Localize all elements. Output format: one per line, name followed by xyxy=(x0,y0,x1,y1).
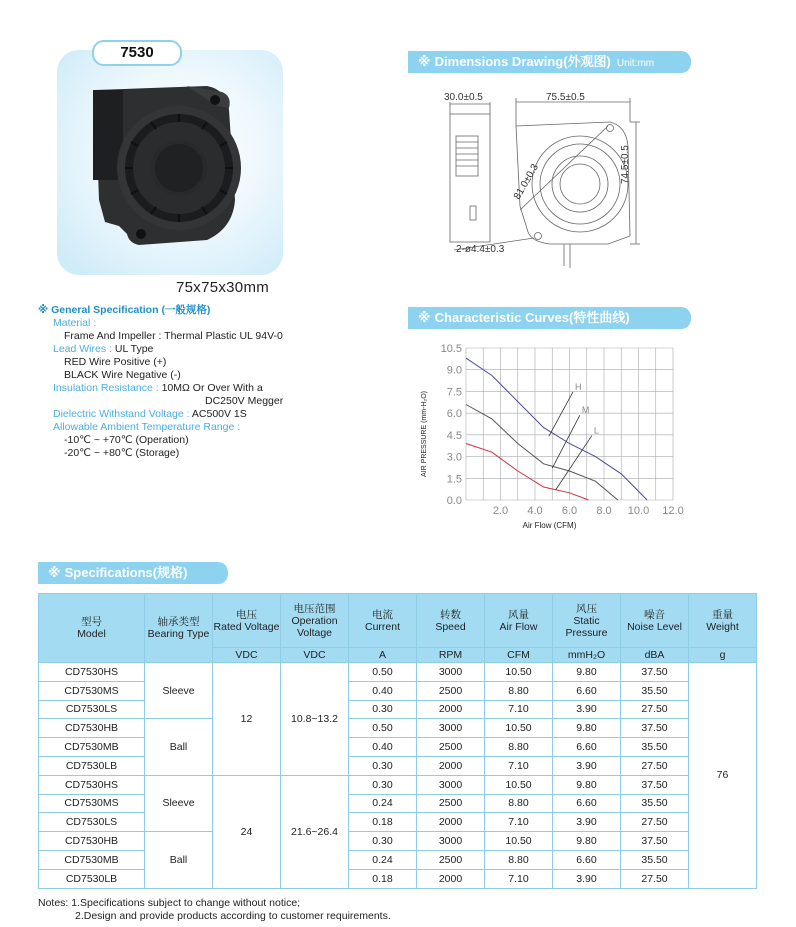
insulation-value: 10MΩ Or Over With a xyxy=(161,382,263,394)
dim-height: 74.5±0.5 xyxy=(620,145,631,184)
current-cell: 0.30 xyxy=(349,700,417,719)
speed-cell: 2000 xyxy=(417,700,485,719)
header-en: Noise Level xyxy=(627,620,682,633)
header-cell xyxy=(485,594,553,648)
bearing-cell: Sleeve xyxy=(145,663,213,719)
dim-holes: 2-ø4.4±0.3 xyxy=(456,244,505,255)
speed-cell: 2500 xyxy=(417,850,485,869)
bearing-cell: Ball xyxy=(145,832,213,888)
noise-cell: 27.50 xyxy=(621,813,689,832)
y-axis-label: AIR PRESSURE (mm-H₂O) xyxy=(421,391,428,477)
product-card xyxy=(57,50,283,275)
rated-voltage-cell: 24 xyxy=(213,775,281,888)
current-cell: 0.18 xyxy=(349,813,417,832)
x-tick-label: 2.0 xyxy=(492,505,509,517)
dim-width-front: 75.5±0.5 xyxy=(546,92,585,103)
gen-spec-title-cn: (一般规格) xyxy=(161,304,211,316)
size-label: 75x75x30mm xyxy=(176,279,270,296)
static-pressure-cell: 6.60 xyxy=(553,681,621,700)
header-cn: 风压 xyxy=(576,602,597,615)
series-label: M xyxy=(581,405,590,416)
noise-cell: 27.50 xyxy=(621,700,689,719)
x-tick-label: 12.0 xyxy=(662,505,684,517)
header-en: Operation Voltage xyxy=(291,614,338,639)
air-flow-cell: 10.50 xyxy=(485,775,553,794)
reference-mark-icon: ※ xyxy=(38,304,49,316)
unit-cell: A xyxy=(349,648,417,663)
header-en: Model xyxy=(77,628,106,640)
noise-cell: 37.50 xyxy=(621,719,689,738)
note-1: Notes: 1.Specifications subject to change without notice; xyxy=(38,897,301,909)
speed-cell: 2500 xyxy=(417,681,485,700)
header-en: Speed xyxy=(435,620,466,633)
static-pressure-cell: 9.80 xyxy=(553,719,621,738)
noise-cell: 35.50 xyxy=(621,738,689,757)
red-wire: RED Wire Positive (+) xyxy=(64,356,167,368)
current-cell: 0.30 xyxy=(349,832,417,851)
insulation-value-2: DC250V Megger xyxy=(205,395,284,407)
model-cell: CD7530LS xyxy=(39,813,145,832)
y-tick-label: 10.5 xyxy=(440,343,462,355)
noise-cell: 27.50 xyxy=(621,869,689,888)
y-tick-label: 6.0 xyxy=(446,408,462,421)
air-flow-cell: 7.10 xyxy=(485,700,553,719)
rated-voltage-cell: 12 xyxy=(213,663,281,776)
unit-cell: VDC xyxy=(213,648,281,663)
header-cn: 噪音 xyxy=(644,608,665,621)
air-flow-cell: 8.80 xyxy=(485,850,553,869)
x-tick-label: 4.0 xyxy=(527,505,543,517)
table-row xyxy=(39,663,757,682)
black-wire: BLACK Wire Negative (-) xyxy=(64,369,181,381)
header-en: Air Flow xyxy=(499,620,538,633)
air-flow-cell: 10.50 xyxy=(485,832,553,851)
air-flow-cell: 7.10 xyxy=(485,813,553,832)
x-tick-label: 8.0 xyxy=(596,505,612,517)
model-cell: CD7530MB xyxy=(39,738,145,757)
unit-cell: mmH₂O xyxy=(553,648,621,663)
unit-cell: dBA xyxy=(621,648,689,663)
fan-image xyxy=(57,50,283,275)
noise-cell: 35.50 xyxy=(621,681,689,700)
header-cn: 电流 xyxy=(372,608,393,621)
header-cn: 转数 xyxy=(440,608,461,621)
noise-cell: 37.50 xyxy=(621,663,689,682)
table-row xyxy=(39,832,757,851)
model-cell: CD7530HB xyxy=(39,832,145,851)
model-tab: 7530 xyxy=(92,40,182,66)
noise-cell: 27.50 xyxy=(621,756,689,775)
series-label: H xyxy=(574,381,582,392)
y-tick-label: 1.5 xyxy=(446,473,462,486)
header-cell xyxy=(145,594,213,663)
table-header-row xyxy=(39,594,757,648)
specifications-table xyxy=(38,593,757,889)
header-en: Bearing Type xyxy=(147,628,210,640)
unit-cell: CFM xyxy=(485,648,553,663)
x-axis-label: Air Flow (CFM) xyxy=(522,521,577,530)
model-cell: CD7530MS xyxy=(39,794,145,813)
table-row xyxy=(39,719,757,738)
lead-label: Lead Wires : xyxy=(53,343,112,355)
air-flow-cell: 8.80 xyxy=(485,738,553,757)
gen-spec-header xyxy=(38,304,368,317)
header-cn: 风量 xyxy=(508,608,529,621)
current-cell: 0.50 xyxy=(349,719,417,738)
bearing-cell: Sleeve xyxy=(145,775,213,831)
speed-cell: 3000 xyxy=(417,663,485,682)
header-cell xyxy=(553,594,621,648)
lead-value: UL Type xyxy=(114,343,154,355)
model-cell: CD7530MB xyxy=(39,850,145,869)
unit-cell: VDC xyxy=(281,648,349,663)
operation-voltage-cell: 10.8~13.2 xyxy=(281,663,349,776)
y-tick-label: 4.5 xyxy=(446,429,462,442)
general-specification xyxy=(38,304,368,460)
dielectric-value: AC500V 1S xyxy=(191,408,247,420)
series-label: L xyxy=(593,425,599,436)
unit-cell: RPM xyxy=(417,648,485,663)
series-line-h xyxy=(466,358,647,500)
reference-mark-icon: ※ xyxy=(418,54,431,69)
header-en: Current xyxy=(364,620,400,633)
current-cell: 0.18 xyxy=(349,869,417,888)
header-cell xyxy=(621,594,689,648)
noise-cell: 37.50 xyxy=(621,832,689,851)
air-flow-cell: 10.50 xyxy=(485,719,553,738)
unit-cell: g xyxy=(689,648,757,663)
header-en: Static Pressure xyxy=(565,614,608,639)
y-tick-label: 7.5 xyxy=(446,386,462,399)
air-flow-cell: 7.10 xyxy=(485,756,553,775)
static-pressure-cell: 6.60 xyxy=(553,794,621,813)
header-en: Weight xyxy=(706,620,739,633)
header-cell xyxy=(281,594,349,648)
x-tick-label: 10.0 xyxy=(627,505,650,517)
header-cn: 电压范围 xyxy=(293,602,336,615)
dim-width-side: 30.0±0.5 xyxy=(444,92,483,103)
header-cn: 电压 xyxy=(236,608,257,621)
dimensions-title: Dimensions Drawing(外观图) xyxy=(434,54,611,69)
static-pressure-cell: 9.80 xyxy=(553,832,621,851)
static-pressure-cell: 9.80 xyxy=(553,775,621,794)
current-cell: 0.24 xyxy=(349,794,417,813)
operation-voltage-cell: 21.6~26.4 xyxy=(281,775,349,888)
dielectric-label: Dielectric Withstand Voltage : xyxy=(53,408,190,420)
specifications-header xyxy=(38,562,228,584)
note-2: 2.Design and provide products according to customer requirements. xyxy=(75,910,391,922)
model-cell: CD7530HS xyxy=(39,775,145,794)
model-cell: CD7530MS xyxy=(39,681,145,700)
curves-title: Characteristic Curves(特性曲线) xyxy=(434,310,630,325)
specifications-title: Specifications(规格) xyxy=(64,565,188,580)
current-cell: 0.40 xyxy=(349,738,417,757)
dim-diagonal: 81.0±0.3 xyxy=(512,162,541,202)
header-cn: 型号 xyxy=(81,616,102,628)
y-tick-label: 9.0 xyxy=(446,364,462,377)
air-flow-cell: 10.50 xyxy=(485,663,553,682)
header-cell xyxy=(213,594,281,648)
current-cell: 0.30 xyxy=(349,775,417,794)
air-flow-cell: 8.80 xyxy=(485,794,553,813)
speed-cell: 2000 xyxy=(417,813,485,832)
speed-cell: 2500 xyxy=(417,738,485,757)
header-cell xyxy=(417,594,485,648)
static-pressure-cell: 3.90 xyxy=(553,813,621,832)
weight-cell: 76 xyxy=(689,663,757,889)
model-cell: CD7530LB xyxy=(39,756,145,775)
noise-cell: 37.50 xyxy=(621,775,689,794)
header-en: Rated Voltage xyxy=(213,620,280,633)
ambient-label: Allowable Ambient Temperature Range : xyxy=(53,421,241,433)
reference-mark-icon: ※ xyxy=(418,310,431,325)
speed-cell: 3000 xyxy=(417,775,485,794)
noise-cell: 35.50 xyxy=(621,850,689,869)
static-pressure-cell: 9.80 xyxy=(553,663,621,682)
air-flow-cell: 8.80 xyxy=(485,681,553,700)
y-tick-label: 0.0 xyxy=(446,495,462,507)
header-cell xyxy=(39,594,145,663)
model-cell: CD7530LB xyxy=(39,869,145,888)
dimensions-header xyxy=(408,51,691,73)
static-pressure-cell: 3.90 xyxy=(553,700,621,719)
characteristic-chart xyxy=(410,337,700,532)
material-label: Material : xyxy=(53,317,97,329)
speed-cell: 2000 xyxy=(417,756,485,775)
speed-cell: 3000 xyxy=(417,832,485,851)
header-cn: 重量 xyxy=(712,608,733,621)
model-cell: CD7530HS xyxy=(39,663,145,682)
speed-cell: 2500 xyxy=(417,794,485,813)
operation-temp: -10℃ ~ +70℃ (Operation) xyxy=(64,434,189,446)
static-pressure-cell: 3.90 xyxy=(553,756,621,775)
insulation-label: Insulation Resistance : xyxy=(53,382,159,394)
air-flow-cell: 7.10 xyxy=(485,869,553,888)
dimensions-unit: Unit:mm xyxy=(616,58,655,69)
current-cell: 0.30 xyxy=(349,756,417,775)
y-tick-label: 3.0 xyxy=(446,451,462,464)
notes xyxy=(38,897,391,923)
x-tick-label: 6.0 xyxy=(561,505,578,517)
model-cell: CD7530LS xyxy=(39,700,145,719)
speed-cell: 2000 xyxy=(417,869,485,888)
static-pressure-cell: 3.90 xyxy=(553,869,621,888)
reference-mark-icon: ※ xyxy=(48,565,61,580)
speed-cell: 3000 xyxy=(417,719,485,738)
static-pressure-cell: 6.60 xyxy=(553,738,621,757)
current-cell: 0.40 xyxy=(349,681,417,700)
gen-spec-title: General Specification xyxy=(51,304,159,316)
current-cell: 0.50 xyxy=(349,663,417,682)
noise-cell: 35.50 xyxy=(621,794,689,813)
static-pressure-cell: 6.60 xyxy=(553,850,621,869)
header-cell xyxy=(689,594,757,648)
model-cell: CD7530HB xyxy=(39,719,145,738)
header-cell xyxy=(349,594,417,648)
table-row xyxy=(39,775,757,794)
header-cn: 轴承类型 xyxy=(157,616,200,628)
curves-header xyxy=(408,307,691,329)
current-cell: 0.24 xyxy=(349,850,417,869)
material-value: Frame And Impeller : Thermal Plastic UL 94V-0 xyxy=(64,330,283,342)
storage-temp: -20℃ ~ +80℃ (Storage) xyxy=(64,447,180,459)
bearing-cell: Ball xyxy=(145,719,213,775)
